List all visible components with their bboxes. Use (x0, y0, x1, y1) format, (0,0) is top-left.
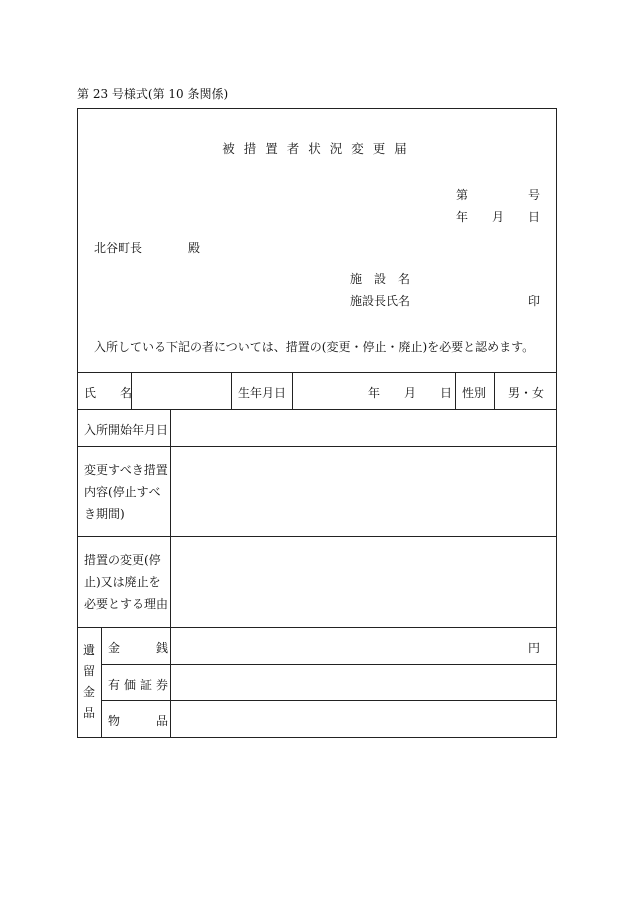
col-line-sex-value (494, 372, 495, 409)
reason-label: 措置の変更(停止)又は廃止を必要とする理由 (84, 553, 169, 611)
honorific: 殿 (188, 241, 201, 255)
outer-border-bottom (77, 737, 557, 738)
birth-day: 日 (440, 386, 453, 400)
deposit-label-char-3: 金 (82, 685, 95, 699)
form-id: 第 23 号様式(第 10 条関係) (77, 87, 229, 101)
row-line-2 (77, 409, 557, 410)
document-title: 被措置者状況変更届 (222, 141, 416, 156)
goods-label: 物 品 (108, 714, 169, 728)
date-day: 日 (528, 210, 541, 224)
money-unit: 円 (528, 641, 541, 655)
date-month: 月 (492, 210, 505, 224)
birth-date-label: 生年月日 (238, 386, 287, 400)
col-line-deposit (101, 627, 102, 738)
row-line-5 (77, 627, 557, 628)
change-content-label: 変更すべき措置内容(停止すべき期間) (84, 463, 168, 521)
facility-head-label: 施設長氏名 (350, 294, 411, 308)
money-label: 金 銭 (108, 641, 169, 655)
securities-label: 有価証券 (108, 678, 173, 692)
statement-text: 入所している下記の者については、措置の(変更・停止・廃止)を必要と認めます。 (94, 340, 535, 354)
deposit-label (80, 640, 98, 724)
sex-value: 男・女 (508, 386, 545, 400)
number-prefix: 第 (456, 188, 469, 202)
number-suffix: 号 (528, 188, 541, 202)
col-line-birth-label (231, 372, 232, 409)
col-line-birth-value (292, 372, 293, 409)
deposit-label-char-4: 品 (82, 706, 95, 720)
deposit-label-char-1: 遺 (82, 643, 95, 657)
name-label: 氏 名 (84, 386, 133, 400)
facility-name-label: 施 設 名 (350, 272, 411, 286)
row-line-4 (77, 536, 557, 537)
col-line-sex-label (455, 372, 456, 409)
sex-label: 性別 (462, 386, 487, 400)
date-year: 年 (456, 210, 469, 224)
addressee: 北谷町長 (94, 241, 143, 255)
outer-border-right (556, 108, 557, 738)
birth-month: 月 (404, 386, 417, 400)
outer-border-top (77, 108, 557, 109)
seal-mark: 印 (528, 294, 541, 308)
birth-year: 年 (368, 386, 381, 400)
row-line-3 (77, 446, 557, 447)
deposit-label-char-2: 留 (82, 664, 95, 678)
admission-date-label: 入所開始年月日 (84, 423, 169, 437)
row-line-1 (77, 372, 557, 373)
outer-border-left (77, 108, 78, 738)
